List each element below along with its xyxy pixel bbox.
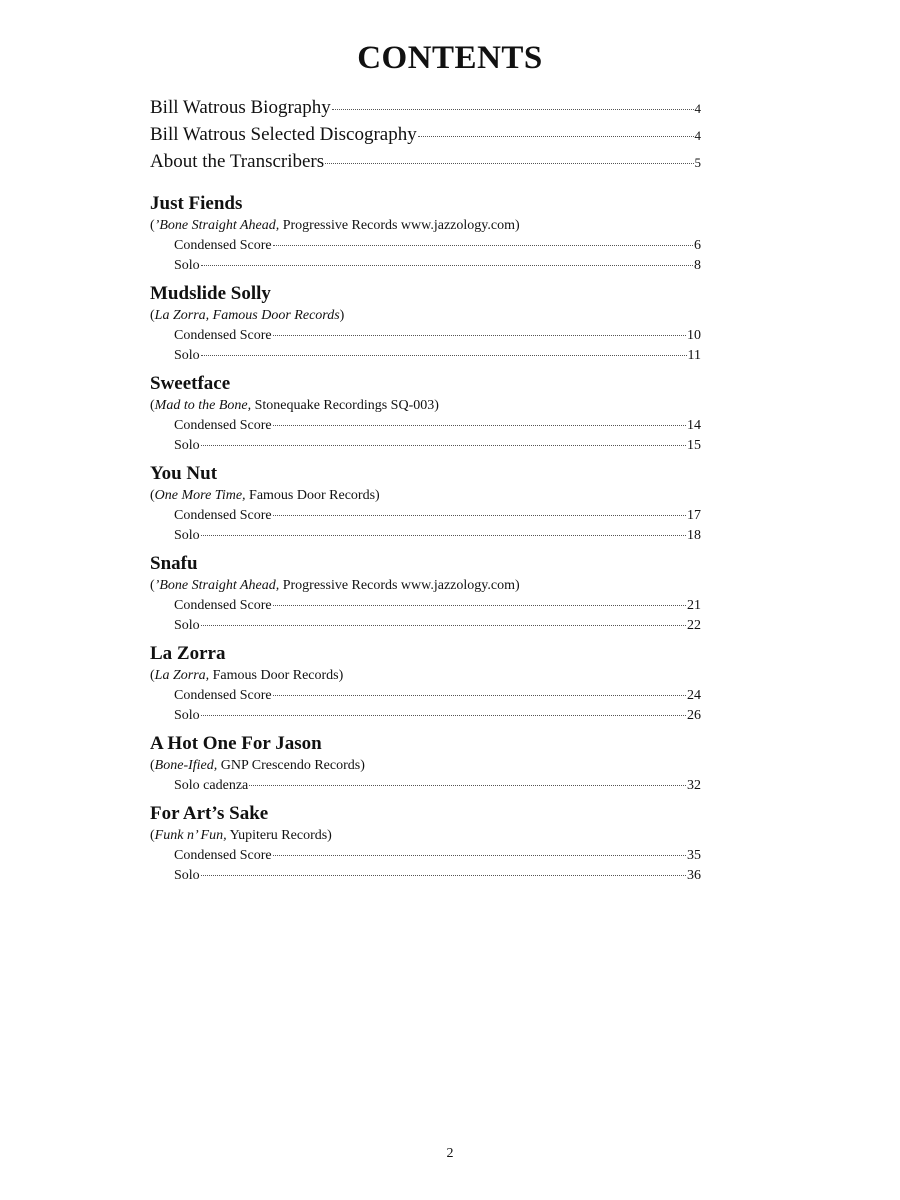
toc-entry-page: 6 [694,238,701,253]
toc-entry[interactable] [150,236,701,256]
toc-entry-label: Condensed Score [174,328,272,343]
dot-leader [201,445,686,446]
album-title: Bone-Ified, [154,758,218,773]
dot-leader [201,355,687,356]
toc-entry-page: 15 [687,438,701,453]
toc-entry-page: 21 [687,598,701,613]
song-source: (La Zorra, Famous Door Records) [150,308,345,323]
toc-entry-page: 5 [694,155,701,170]
toc-entry[interactable] [150,706,701,726]
toc-entry-label: Condensed Score [174,418,272,433]
toc-entry[interactable] [150,436,701,456]
album-title: ’Bone Straight Ahead, [154,218,280,233]
dot-leader [201,265,693,266]
song-title: Sweetface [150,373,231,394]
toc-entry-label: Solo cadenza [174,778,249,793]
song-title: A Hot One For Jason [150,733,322,754]
toc-entry[interactable] [150,846,701,866]
song-list [150,192,701,892]
album-title: La Zorra, Famous Door Records [154,308,340,323]
dot-leader [273,855,686,856]
toc-entry-label: Bill Watrous Biography [150,97,331,118]
toc-entry-label: Condensed Score [174,598,272,613]
dot-leader [273,425,686,426]
dot-leader [201,875,686,876]
toc-entry[interactable] [150,416,701,436]
toc-entry[interactable] [150,256,701,276]
dot-leader [201,625,686,626]
song-source: (Bone-Ified, GNP Crescendo Records) [150,758,365,773]
toc-entry[interactable] [150,596,701,616]
song-section [150,642,701,726]
toc-entry-label: Solo [174,528,200,543]
toc-entry-label: Condensed Score [174,848,272,863]
toc-entry-page: 10 [687,328,701,343]
dot-leader [273,245,693,246]
song-source: (One More Time, Famous Door Records) [150,488,380,503]
toc-entry-label: About the Transcribers [150,151,325,172]
intro-list [150,94,701,175]
toc-entry[interactable] [150,686,701,706]
toc-entry[interactable] [150,121,701,148]
dot-leader [273,695,686,696]
page-title: CONTENTS [357,40,543,76]
song-section [150,372,701,456]
song-source: (Funk n’ Fun, Yupiteru Records) [150,828,332,843]
toc-entry-page: 22 [687,618,701,633]
toc-entry-page: 14 [687,418,701,433]
toc-entry-label: Bill Watrous Selected Discography [150,124,417,145]
toc-entry-page: 4 [694,128,701,143]
toc-entry-page: 24 [687,688,701,703]
song-title: You Nut [150,463,218,484]
toc-entry[interactable] [150,94,701,121]
dot-leader [418,136,694,137]
toc-entry-label: Solo [174,258,200,273]
album-title: Funk n’ Fun, [154,828,227,843]
album-title: ’Bone Straight Ahead, [154,578,280,593]
page-number: 2 [446,1146,454,1161]
song-source: (’Bone Straight Ahead, Progressive Records www.jazzology.com) [150,578,520,593]
toc-entry[interactable] [150,776,701,796]
toc-entry-label: Solo [174,348,200,363]
dot-leader [201,715,686,716]
toc-entry-label: Solo [174,438,200,453]
album-title: Mad to the Bone, [154,398,252,413]
dot-leader [332,109,694,110]
toc-entry-page: 35 [687,848,701,863]
song-source: (La Zorra, Famous Door Records) [150,668,344,683]
song-title: La Zorra [150,643,226,664]
toc-entry-page: 8 [694,258,701,273]
song-title: Mudslide Solly [150,283,271,304]
toc-entry-page: 11 [687,348,701,363]
song-section [150,732,701,796]
dot-leader [273,515,686,516]
song-title: Just Fiends [150,193,243,214]
song-source: (’Bone Straight Ahead, Progressive Records www.jazzology.com) [150,218,520,233]
toc-entry-page: 32 [687,778,701,793]
toc-entry-page: 36 [687,868,701,883]
toc-entry-label: Condensed Score [174,238,272,253]
album-title: La Zorra, [154,668,210,683]
song-section [150,282,701,366]
toc-entry[interactable] [150,616,701,636]
song-section [150,462,701,546]
toc-entry-label: Solo [174,708,200,723]
toc-entry[interactable] [150,526,701,546]
toc-entry[interactable] [150,506,701,526]
album-title: One More Time, [154,488,246,503]
song-section [150,552,701,636]
dot-leader [273,335,686,336]
song-section [150,192,701,276]
toc-entry-label: Solo [174,868,200,883]
song-title: For Art’s Sake [150,803,269,824]
toc-entry-page: 26 [687,708,701,723]
dot-leader [249,785,686,786]
toc-entry[interactable] [150,326,701,346]
song-title: Snafu [150,553,198,574]
dot-leader [201,535,686,536]
dot-leader [325,163,693,164]
dot-leader [273,605,686,606]
toc-entry-page: 17 [687,508,701,523]
toc-entry-label: Condensed Score [174,688,272,703]
toc-entry[interactable] [150,866,701,886]
toc-entry-label: Solo [174,618,200,633]
toc-entry-page: 4 [694,101,701,116]
toc-entry[interactable] [150,148,701,175]
toc-entry-label: Condensed Score [174,508,272,523]
toc-entry-page: 18 [687,528,701,543]
song-section [150,802,701,886]
toc-entry[interactable] [150,346,701,366]
song-source: (Mad to the Bone, Stonequake Recordings SQ-003) [150,398,439,413]
